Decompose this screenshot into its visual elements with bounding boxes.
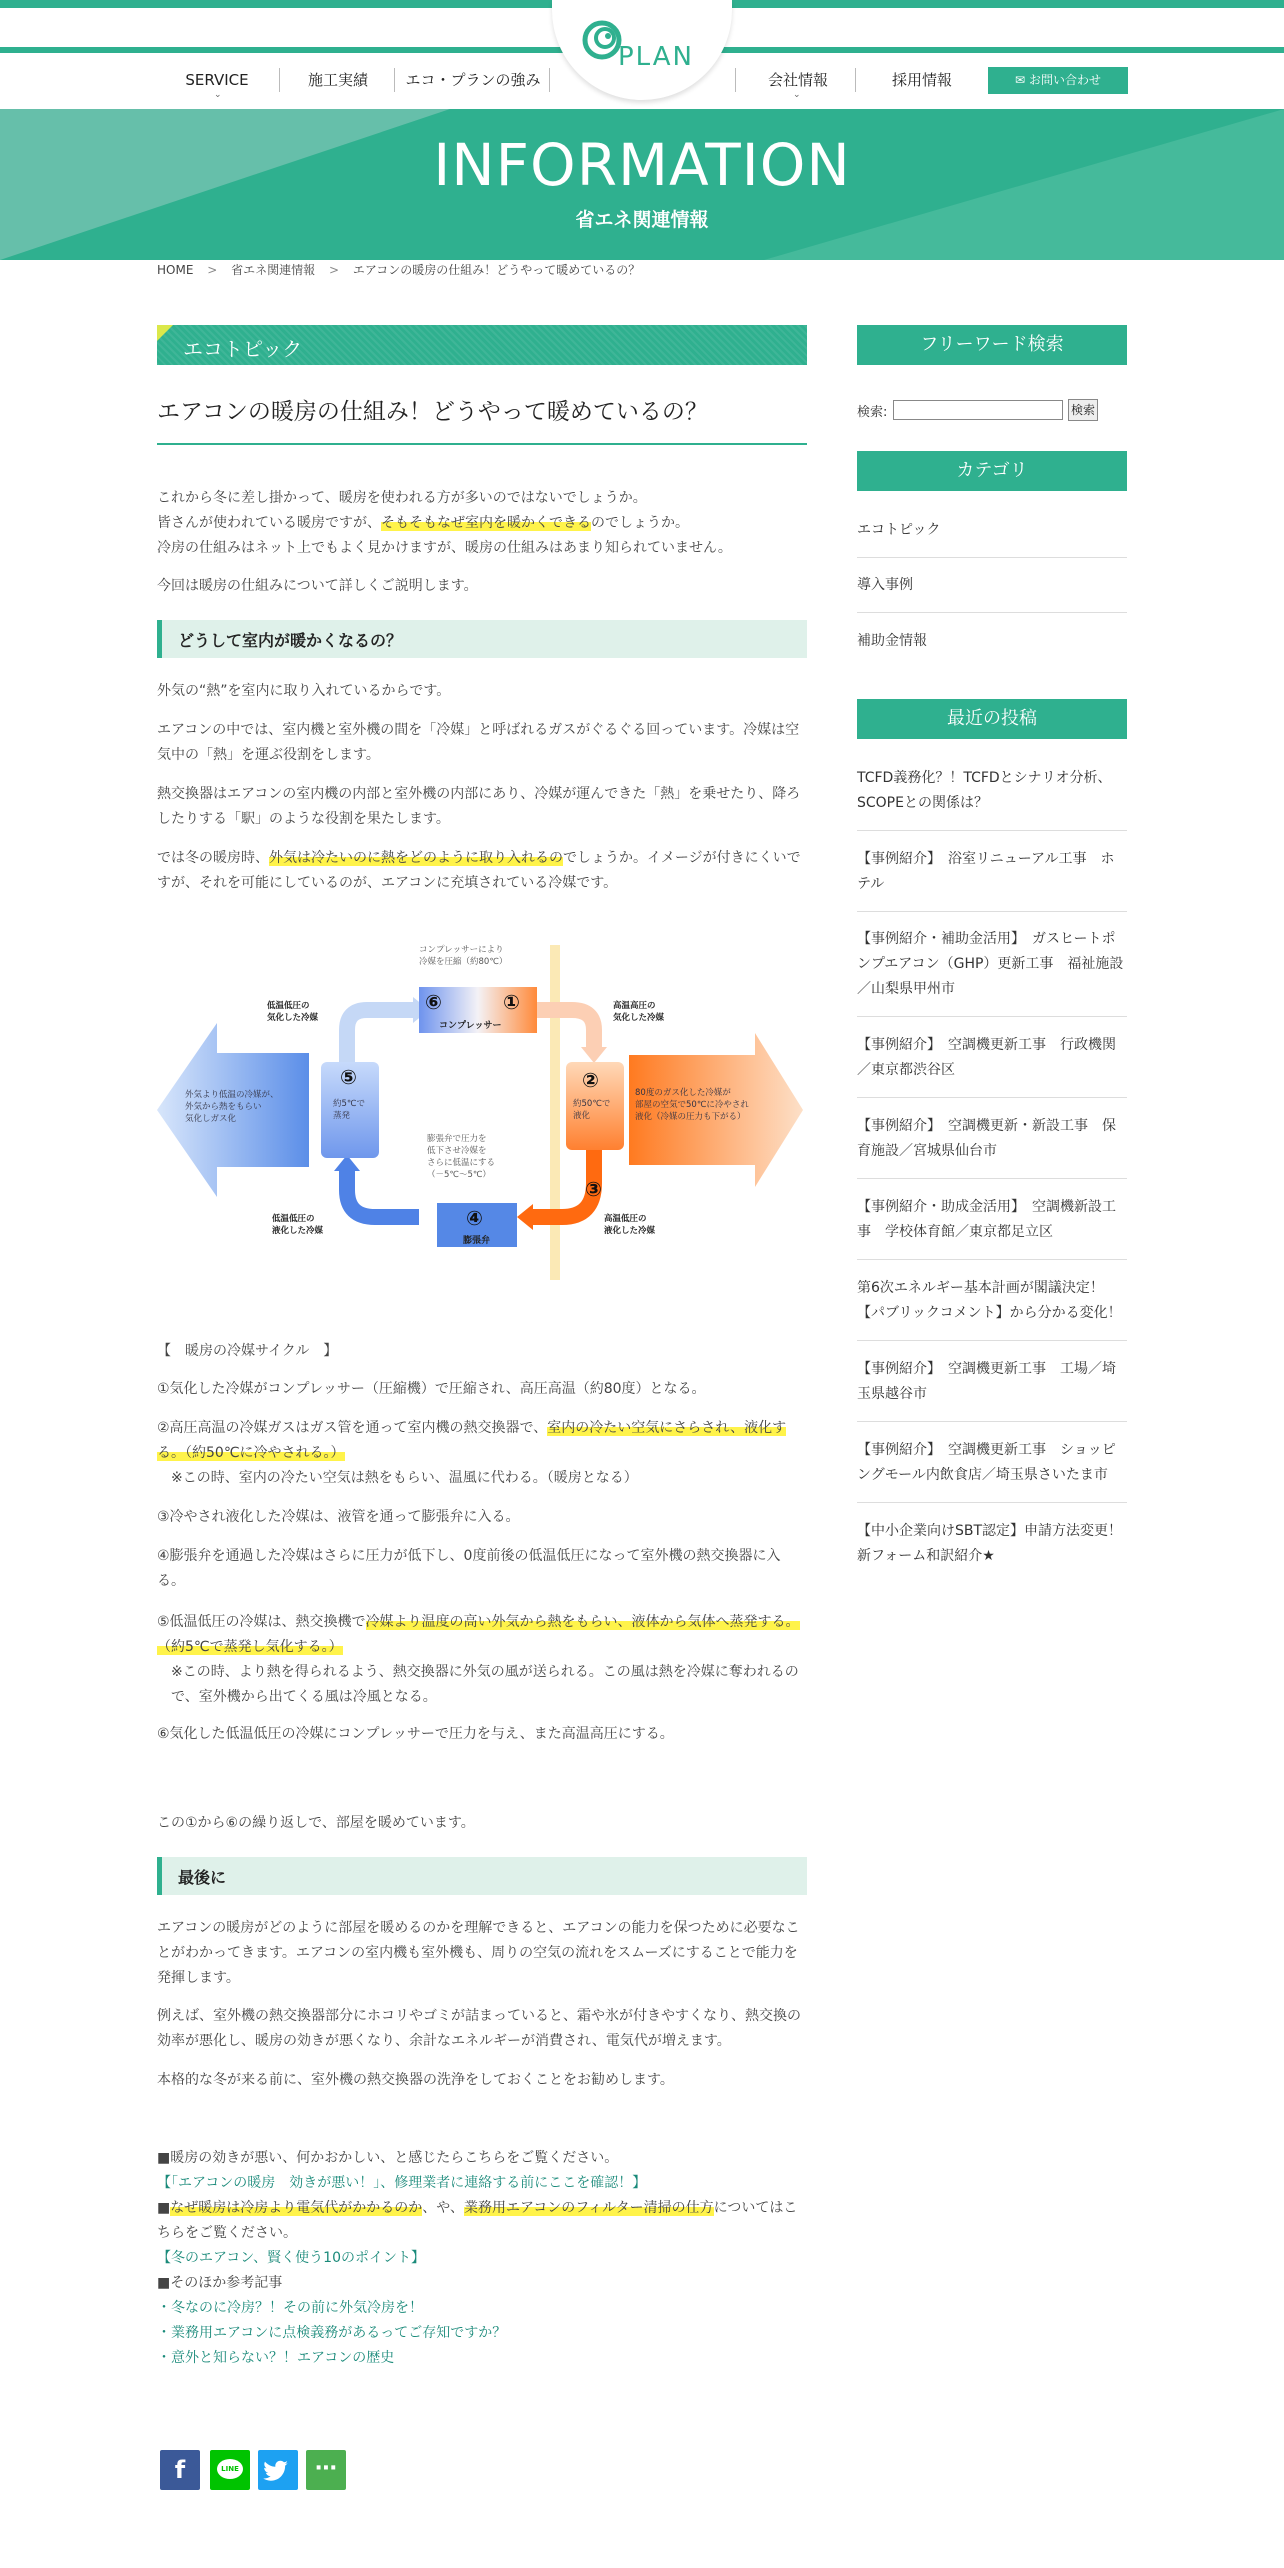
reference-note: ■なぜ暖房は冷房より電気代がかかるのか、や、業務用エアコンのフィルター清掃の仕方についてはこちらをご覧ください。 [157,2200,798,2241]
evaporator-note: 約5℃で [333,1099,365,1109]
cycle-step: ④膨張弁を通過した冷媒はさらに圧力が低下し、0度前後の低温低圧になって室外機の熱交換器に入る。 [157,1548,781,1589]
sidebar-divider [857,1097,1127,1098]
valve-note: （－5℃〜5℃） [427,1170,491,1180]
sidebar-recent-heading: 最近の投稿 [857,699,1127,739]
valve-note: さらに低温にする [427,1158,496,1168]
more-share-button[interactable] [306,2450,346,2490]
state-label: 低温低圧の [267,1001,310,1011]
page-subtitle: 省エネ関連情報 [575,209,709,231]
sidebar-divider [857,1421,1127,1422]
recent-post-link[interactable]: 【事例紹介・補助金活用】 ガスヒートポ ンプエアコン（GHP）更新工事 福祉施設 ／山梨県甲州市 [857,931,1124,997]
nav-divider [549,68,550,92]
state-label: 液化した冷媒 [272,1226,324,1236]
paragraph: 熱交換器はエアコンの室内機の内部と室外機の内部にあり、冷媒が運んできた「熱」を乗せたり、降ろしたりする「駅」のような役割を果たします。 [157,786,801,827]
reference-link[interactable]: なぜ暖房は冷房より電気代がかかるのか [170,2200,423,2216]
chevron-down-icon: ⌄ [214,90,222,100]
sidebar-divider [857,612,1127,613]
state-label: 低温低圧の [272,1214,315,1224]
intro-paragraph: 今回は暖房の仕組みについて詳しくご説明します。 [157,578,478,594]
sidebar-category-item[interactable]: 導入事例 [857,577,913,593]
indoor-outdoor-divider [550,945,560,1280]
pipe-gas-low [347,1010,419,1065]
cycle-title: 【 暖房の冷媒サイクル 】 [157,1343,338,1359]
nav-recruit[interactable]: 採用情報 [891,71,952,89]
cycle-step: ①気化した冷媒がコンプレッサー（圧縮機）で圧縮され、高圧高温（約80度）となる。 [157,1381,706,1397]
line-share-button[interactable] [210,2450,250,2490]
banner-corner [157,325,173,341]
breadcrumb-separator: > [328,263,340,277]
outdoor-note: 気化しガス化 [185,1114,237,1124]
state-label: 高温低圧の [604,1214,647,1224]
paragraph: エアコンの中では、室内機と室外機の間を「冷媒」と呼ばれるガスがぐるぐる回っています。冷媒は空気中の「熱」を運ぶ役割をします。 [157,722,800,763]
sidebar-category-item[interactable]: エコトピック [857,522,941,538]
paragraph: では冬の暖房時、外気は冷たいのに熱をどのように取り入れるのでしょうか。イメージが付きにくいですが、それを可能にしているのが、エアコンに充填されている冷媒です。 [157,850,801,891]
cycle-step: ③冷やされ液化した冷媒は、液管を通って膨張弁に入る。 [157,1509,520,1525]
breadcrumb-separator: > [207,263,218,277]
title-underline [157,443,807,445]
paragraph: 本格的な冬が来る前に、室外機の熱交換器の洗浄をしておくことをお勧めします。 [157,2072,674,2088]
breadcrumb-current: エアコンの暖房の仕組み！どうやって暖めているの？ [352,263,641,277]
reference-link[interactable]: ・意外と知らない？！エアコンの歴史 [157,2350,395,2366]
state-label: 液化した冷媒 [604,1226,656,1236]
state-label: 気化した冷媒 [613,1013,665,1023]
recent-post-link[interactable]: 【事例紹介】 空調機更新工事 工場／埼 玉県越谷市 [857,1361,1116,1402]
step-number: ⑤ [340,1065,357,1089]
facebook-share-button[interactable] [160,2450,200,2490]
reference-link[interactable]: ・冬なのに冷房？！その前に外気冷房を！ [157,2300,423,2316]
indoor-note: 80度のガス化した冷媒が [635,1088,731,1098]
recent-post-link[interactable]: 【事例紹介】 空調機更新・新設工事 保 育施設／宮城県仙台市 [857,1118,1116,1159]
logo-text: PLAN [618,42,694,72]
step-number: ① [503,990,520,1014]
nav-service[interactable]: SERVICE [185,71,249,89]
contact-button[interactable] [988,67,1128,94]
reference-link[interactable]: ・業務用エアコンに点検義務があるってご存知ですか？ [157,2325,507,2341]
breadcrumb [157,261,650,279]
reference-link[interactable]: 【「エアコンの暖房 効きが悪い！」、修理業者に連絡する前にここを確認！】 [157,2175,647,2191]
compressor-note: 冷媒を圧縮（約80℃） [419,957,508,967]
cycle-step: ②高圧高温の冷媒ガスはガス管を通って室内機の熱交換器で、室内の冷たい空気にさらされ、液化する。（約50℃に冷やされる。） ※この時、室内の冷たい空気は熱をもらい、温風に代わる。（暖房となる） [157,1420,787,1486]
chevron-down-icon: ⌄ [793,90,801,100]
condenser-note: 液化 [573,1111,591,1121]
valve-note: 低下させ冷媒を [427,1146,487,1156]
pipe-liquid-low [347,1165,419,1217]
indoor-note: 液化（冷媒の圧力も下がる） [635,1112,746,1122]
more-share-icon: ⋯ [315,2456,337,2481]
compressor-note: コンプレッサーにより [419,945,504,955]
nav-divider [855,68,856,92]
nav-strengths[interactable]: エコ・プランの強み [405,71,541,89]
sidebar-divider [857,1016,1127,1017]
step-number: ③ [585,1177,602,1201]
reference-note: ■暖房の効きが悪い、何かおかしい、と感じたらこちらをご覧ください。 [157,2150,619,2166]
category-label: エコトピック [183,337,303,361]
twitter-share-button[interactable] [258,2450,298,2490]
twitter-icon [258,2450,298,2490]
heating-cycle-diagram [157,935,807,1280]
cycle-step: ⑥気化した低温低圧の冷媒にコンプレッサーで圧力を与え、また高温高圧にする。 [157,1726,674,1742]
nav-works[interactable]: 施工実績 [307,71,368,89]
reference-link[interactable]: 業務用エアコンのフィルター清掃の仕方 [463,2200,714,2216]
search-button[interactable]: 検索 [1068,399,1098,421]
evaporator-note: 蒸発 [333,1111,351,1121]
sidebar-divider [857,557,1127,558]
line-icon: LINE [217,2459,243,2479]
step-number: ⑥ [425,990,442,1014]
sidebar-divider [857,1502,1127,1503]
nav-divider [394,68,395,92]
breadcrumb-category[interactable]: 省エネ関連情報 [231,263,316,277]
sidebar-divider [857,911,1127,912]
nav-company[interactable]: 会社情報 [767,71,828,89]
sidebar-divider [857,1178,1127,1179]
reference-note: ■そのほか参考記事 [157,2275,283,2291]
paragraph: 外気の“熱”を室内に取り入れているからです。 [157,683,451,699]
post-title: エアコンの暖房の仕組み！どうやって暖めているの？ [157,399,708,425]
recent-post-link[interactable]: 【事例紹介】 空調機更新工事 ショッピ ングモール内飲食店／埼玉県さいたま市 [857,1442,1116,1483]
mail-icon: ✉ [1015,73,1026,87]
paragraph: エアコンの暖房がどのように部屋を暖めるのかを理解できると、エアコンの能力を保つために必要なことがわかってきます。エアコンの室内機も室外機も、周りの空気の流れをスムーズにすることで能力を発揮します。 [157,1920,800,1986]
recent-post-link[interactable]: 【事例紹介】 浴室リニューアル工事 ホ テル [857,851,1115,892]
state-label: 気化した冷媒 [267,1013,319,1023]
nav-divider [735,68,736,92]
reference-link[interactable]: 【冬のエアコン、賢く使う10のポイント】 [157,2250,425,2266]
search-label: 検索: [857,405,888,420]
sidebar-search-heading: フリーワード検索 [857,325,1127,365]
condenser-note: 約50℃で [573,1099,611,1109]
pipe-gas-high [529,1010,594,1053]
valve-note: 膨張弁で圧力を [427,1134,487,1144]
nav-divider [279,68,280,92]
paragraph: 例えば、室外機の熱交換器部分にホコリやゴミが詰まっていると、霜や氷が付きやすくなり、熱交換の効率が悪化し、暖房の効きが悪くなり、余計なエネルギーが消費され、電気代が増えます。 [157,2008,801,2049]
recent-post-link[interactable]: 【事例紹介】 空調機更新工事 行政機関 ／東京都渋谷区 [857,1037,1116,1078]
expansion-label: 膨張弁 [463,1236,491,1246]
sidebar-divider [857,830,1127,831]
indoor-air-arrow [629,1033,803,1187]
paragraph: この①から⑥の繰り返しで、部屋を暖めています。 [157,1815,475,1831]
indoor-note: 部屋の空気で50℃に冷やされ [635,1100,749,1110]
intro-paragraph: これから冬に差し掛かって、暖房を使われる方が多いのではないでしょうか。 皆さんが使われている暖房ですが、そもそもなぜ室内を暖かくできるのでしょうか。 冷房の仕組みはネット上でもよく見かけますが、暖房の仕組みはあまり知られていません。 [157,490,732,556]
contact-button-label: お問い合わせ [1028,73,1101,87]
sidebar-category-item[interactable]: 補助金情報 [857,633,927,649]
recent-post-link[interactable]: 【事例紹介・助成金活用】 空調機新設工 事 学校体育館／東京都足立区 [857,1199,1116,1240]
recent-post-link[interactable]: 【中小企業向けSBT認定】申請方法変更！ 新フォーム和訳紹介★ [857,1523,1123,1564]
sidebar-divider [857,1259,1127,1260]
sidebar-divider [857,1340,1127,1341]
breadcrumb-home[interactable]: HOME [157,263,194,277]
search-input[interactable] [893,400,1063,420]
section-heading: 最後に [157,1857,807,1895]
sidebar-category-heading: カテゴリ [857,451,1127,491]
step-number: ② [582,1068,599,1092]
cycle-step: ⑤低温低圧の冷媒は、熱交換機で冷媒より温度の高い外気から熱をもらい、液体から気体へ蒸発する。（約5℃で蒸発し気化する。） ※この時、より熱を得られるよう、熱交換器に外気の風が送られる。この風は熱を冷媒に奪われるので、室外機から出てくる風は冷風となる。 [157,1614,800,1705]
outdoor-note: 外気より低温の冷媒が、 [185,1090,279,1100]
section-heading: どうして室内が暖かくなるの？ [157,620,807,658]
recent-post-link[interactable]: TCFD義務化？！TCFDとシナリオ分析、 SCOPEとの関係は？ [857,770,1112,811]
compressor-label: コンプレッサー [439,1021,502,1031]
outdoor-note: 外気から熱をもらい [185,1102,262,1112]
step-number: ④ [466,1206,483,1230]
state-label: 高温高圧の [613,1001,656,1011]
facebook-icon: f [174,2456,186,2484]
category-banner [157,325,807,365]
hero-banner [0,109,1284,260]
page-title: INFORMATION [433,131,851,199]
recent-post-link[interactable]: 第6次エネルギー基本計画が閣議決定！ 【パブリックコメント】から分かる変化！ [857,1280,1122,1321]
